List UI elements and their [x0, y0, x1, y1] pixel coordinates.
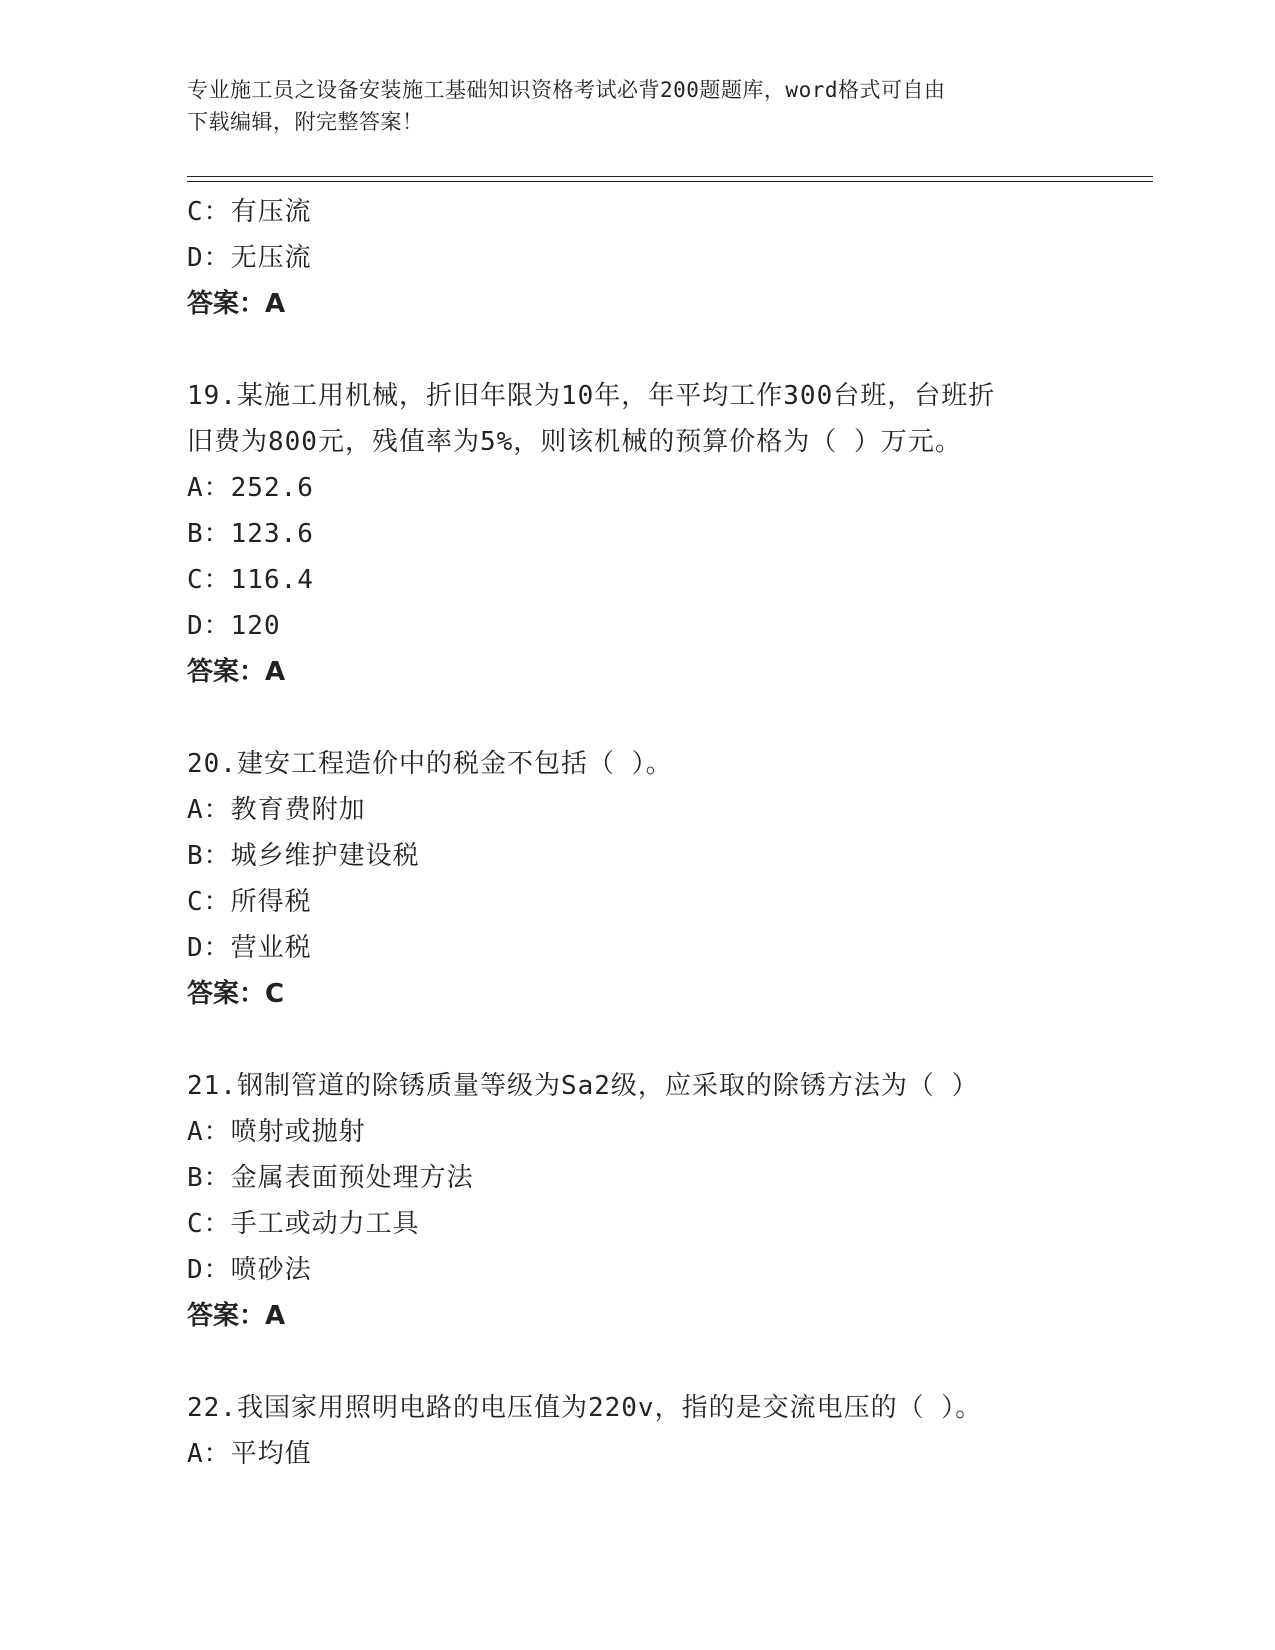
- header-title-line-2: 下载编辑，附完整答案！: [187, 110, 424, 134]
- question-text-line-1: 22.我国家用照明电路的电压值为220v，指的是交流电压的（ ）。: [187, 1393, 983, 1423]
- option-a: A：252.6: [187, 473, 314, 503]
- option-b: B：123.6: [187, 519, 314, 549]
- option-a: A：平均值: [187, 1439, 312, 1469]
- header-title-line-1: 专业施工员之设备安装施工基础知识资格考试必背200题题库，word格式可自由: [187, 78, 946, 102]
- answer: 答案：C: [187, 979, 285, 1009]
- option-c: C：116.4: [187, 565, 314, 595]
- answer: 答案：A: [187, 657, 286, 687]
- option-c: C：手工或动力工具: [187, 1209, 420, 1239]
- option-d: D：营业税: [187, 933, 312, 963]
- document-header: [187, 74, 1087, 138]
- option-d: D：无压流: [187, 243, 312, 273]
- question-list: [187, 189, 1153, 1477]
- option-d: D：120: [187, 611, 281, 641]
- option-c: C：有压流: [187, 197, 312, 227]
- header-divider-top: [187, 176, 1153, 177]
- option-b: B：金属表面预处理方法: [187, 1163, 474, 1193]
- option-b: B：城乡维护建设税: [187, 841, 420, 871]
- question-text-line-2: 旧费为800元，残值率为5%，则该机械的预算价格为（ ）万元。: [187, 427, 962, 457]
- option-c: C：所得税: [187, 887, 312, 917]
- spacer: [187, 1017, 1153, 1063]
- header-divider-bottom: [187, 181, 1153, 182]
- spacer: [187, 1339, 1153, 1385]
- spacer: [187, 695, 1153, 741]
- question-20: [187, 741, 1153, 1017]
- question-19: [187, 373, 1153, 695]
- question-21: [187, 1063, 1153, 1339]
- question-fragment: [187, 189, 1153, 327]
- spacer: [187, 327, 1153, 373]
- question-text-line-1: 20.建安工程造价中的税金不包括（ ）。: [187, 749, 673, 779]
- question-text-line-1: 21.钢制管道的除锈质量等级为Sa2级，应采取的除锈方法为（ ）: [187, 1071, 979, 1101]
- answer: 答案：A: [187, 289, 286, 319]
- question-text-line-1: 19.某施工用机械，折旧年限为10年，年平均工作300台班，台班折: [187, 381, 996, 411]
- question-22: [187, 1385, 1153, 1477]
- option-a: A：喷射或抛射: [187, 1117, 366, 1147]
- option-a: A：教育费附加: [187, 795, 366, 825]
- answer: 答案：A: [187, 1301, 286, 1331]
- option-d: D：喷砂法: [187, 1255, 312, 1285]
